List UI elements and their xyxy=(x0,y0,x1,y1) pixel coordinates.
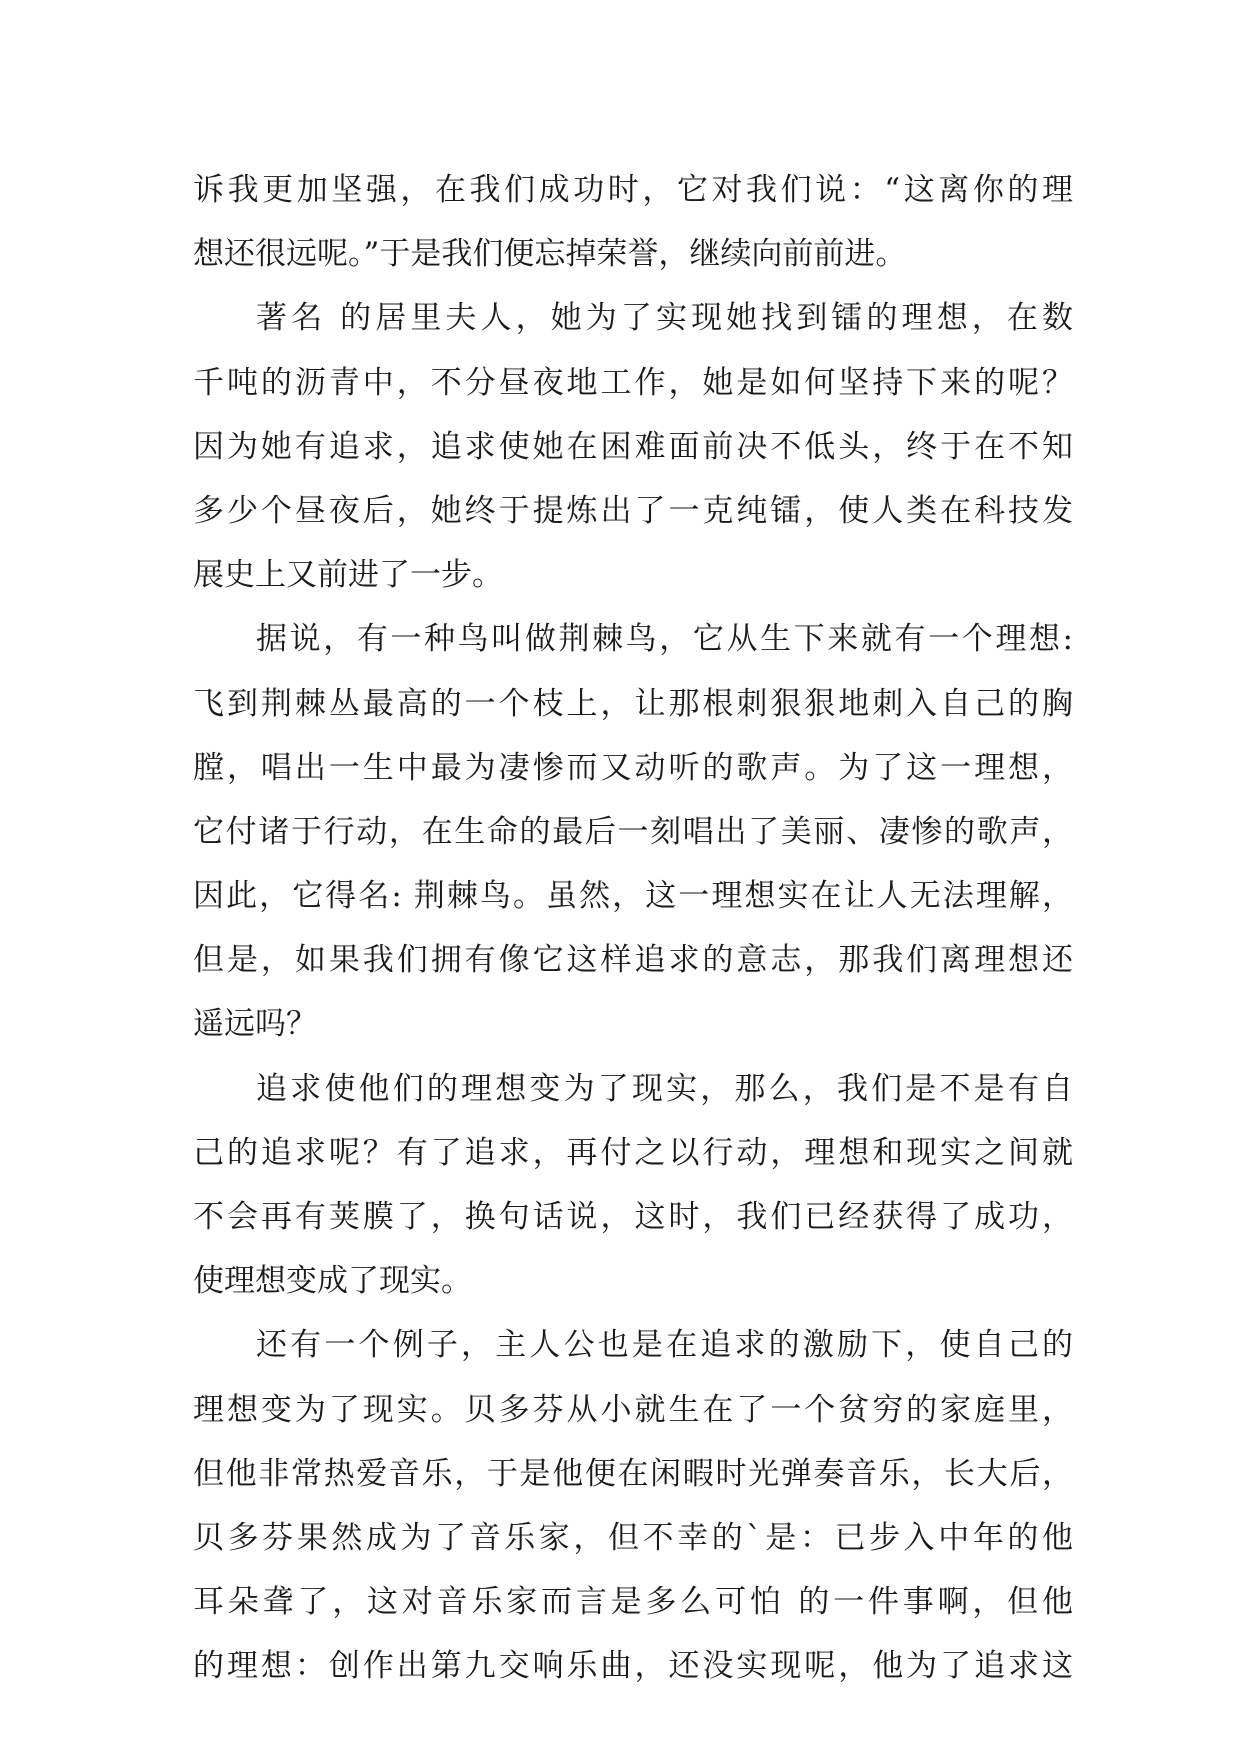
text-line: 耳朵聋了，这对音乐家而言是多么可怕 的一件事啊，但他 xyxy=(193,1584,1073,1621)
text-line: 理想变为了现实。贝多芬从小就生在了一个贫穷的家庭里， xyxy=(193,1391,1073,1428)
text-line: 它付诸于行动，在生命的最后一刻唱出了美丽、凄惨的歌声， xyxy=(193,813,1073,850)
text-line: 但他非常热爱音乐，于是他便在闲暇时光弹奏音乐，长大后， xyxy=(193,1455,1073,1492)
text-line: 千吨的沥青中，不分昼夜地工作，她是如何坚持下来的呢？ xyxy=(193,364,1073,401)
text-line: 展史上又前进了一步。 xyxy=(193,557,503,594)
text-line: 著名 的居里夫人，她为了实现她找到镭的理想，在数 xyxy=(256,300,1073,337)
text-line: 想还很远呢。”于是我们便忘掉荣誉，继续向前前进。 xyxy=(193,236,907,273)
text-line: 据说，有一种鸟叫做荆棘鸟，它从生下来就有一个理想: xyxy=(256,621,1073,658)
text-line: 膛，唱出一生中最为凄惨而又动听的歌声。为了这一理想， xyxy=(193,749,1073,786)
text-line: 己的追求呢？有了追求，再付之以行动，理想和现实之间就 xyxy=(193,1134,1073,1171)
text-line: 使理想变成了现实。 xyxy=(193,1263,472,1300)
text-line: 的理想：创作出第九交响乐曲，还没实现呢，他为了追求这 xyxy=(193,1648,1073,1685)
text-line: 追求使他们的理想变为了现实，那么，我们是不是有自 xyxy=(256,1070,1073,1107)
text-line: 还有一个例子，主人公也是在追求的激励下，使自己的 xyxy=(256,1327,1073,1364)
text-line: 不会再有荚膜了，换句话说，这时，我们已经获得了成功， xyxy=(193,1199,1073,1235)
body-text xyxy=(193,158,1073,1699)
text-line: 诉我更加坚强，在我们成功时，它对我们说：“这离你的理 xyxy=(193,172,1073,208)
text-line: 贝多芬果然成为了音乐家，但不幸的`是：已步入中年的他 xyxy=(193,1519,1073,1556)
text-line: 因为她有追求，追求使她在困难面前决不低头，终于在不知 xyxy=(193,428,1073,465)
text-line: 因此，它得名: 荆棘鸟。虽然，这一理想实在让人无法理解， xyxy=(193,878,1073,915)
text-line: 多少个昼夜后，她终于提炼出了一克纯镭，使人类在科技发 xyxy=(193,492,1073,529)
text-line: 遥远吗？ xyxy=(193,1006,317,1043)
text-line: 飞到荆棘丛最高的一个枝上，让那根刺狠狠地刺入自己的胸 xyxy=(193,685,1073,722)
text-line: 但是，如果我们拥有像它这样追求的意志，那我们离理想还 xyxy=(193,942,1073,979)
